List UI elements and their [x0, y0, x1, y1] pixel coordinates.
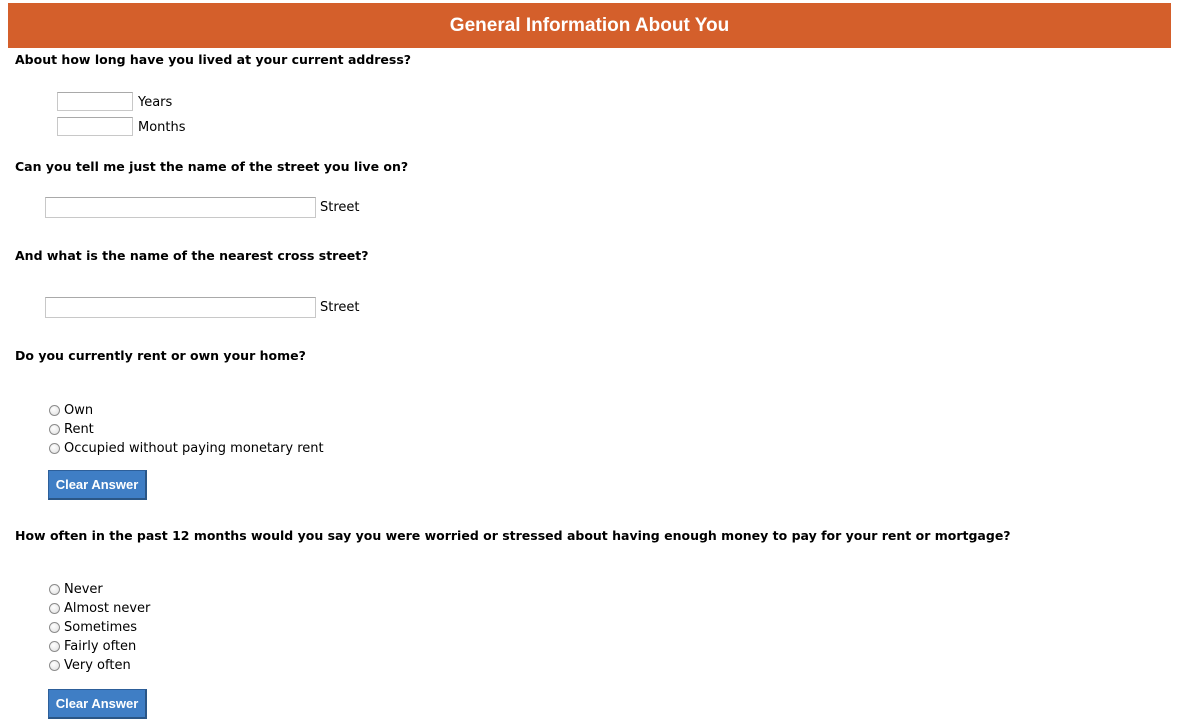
radio-option-very-often[interactable] — [49, 656, 131, 674]
radio-option-fairly-often[interactable] — [49, 637, 136, 655]
radio-option-sometimes[interactable] — [49, 618, 137, 636]
radio-option-label: Almost never — [64, 600, 151, 616]
radio-circle-icon[interactable] — [49, 443, 60, 454]
radio-option-never[interactable] — [49, 580, 103, 598]
question-money-stress: How often in the past 12 months would you say you were worried or stressed about having enough money to pay for your rent or mortgage? — [15, 528, 1011, 543]
radio-option-label: Very often — [64, 657, 131, 673]
years-label: Years — [138, 95, 173, 110]
radio-circle-icon[interactable] — [49, 660, 60, 671]
cross-street-label: Street — [320, 300, 360, 315]
radio-option-label: Own — [64, 402, 94, 418]
radio-circle-icon[interactable] — [49, 405, 60, 416]
section-header — [8, 3, 1171, 48]
radio-option-occupied-without-rent[interactable] — [49, 439, 324, 457]
years-input[interactable] — [57, 92, 133, 111]
radio-option-label: Fairly often — [64, 638, 137, 654]
radio-option-almost-never[interactable] — [49, 599, 150, 617]
months-input[interactable] — [57, 117, 133, 136]
question-cross-street: And what is the name of the nearest cross street? — [15, 248, 369, 263]
months-label: Months — [138, 120, 186, 135]
street-label: Street — [320, 200, 360, 215]
cross-street-input[interactable] — [45, 297, 316, 318]
question-street-name: Can you tell me just the name of the street you live on? — [15, 159, 409, 174]
radio-circle-icon[interactable] — [49, 584, 60, 595]
radio-option-rent[interactable] — [49, 420, 94, 438]
radio-circle-icon[interactable] — [49, 622, 60, 633]
clear-answer-button-q4[interactable]: Clear Answer — [48, 470, 147, 500]
radio-option-label: Occupied without paying monetary rent — [64, 440, 324, 456]
radio-option-label: Never — [64, 581, 103, 597]
radio-circle-icon[interactable] — [49, 641, 60, 652]
radio-circle-icon[interactable] — [49, 603, 60, 614]
radio-option-label: Sometimes — [64, 619, 138, 635]
street-input[interactable] — [45, 197, 316, 218]
section-title: General Information About You — [449, 14, 730, 36]
question-rent-or-own: Do you currently rent or own your home? — [15, 348, 306, 363]
radio-option-own[interactable] — [49, 401, 93, 419]
question-residence-duration: About how long have you lived at your current address? — [15, 52, 412, 67]
clear-answer-button-q5[interactable]: Clear Answer — [48, 689, 147, 719]
radio-circle-icon[interactable] — [49, 424, 60, 435]
radio-option-label: Rent — [64, 421, 94, 437]
